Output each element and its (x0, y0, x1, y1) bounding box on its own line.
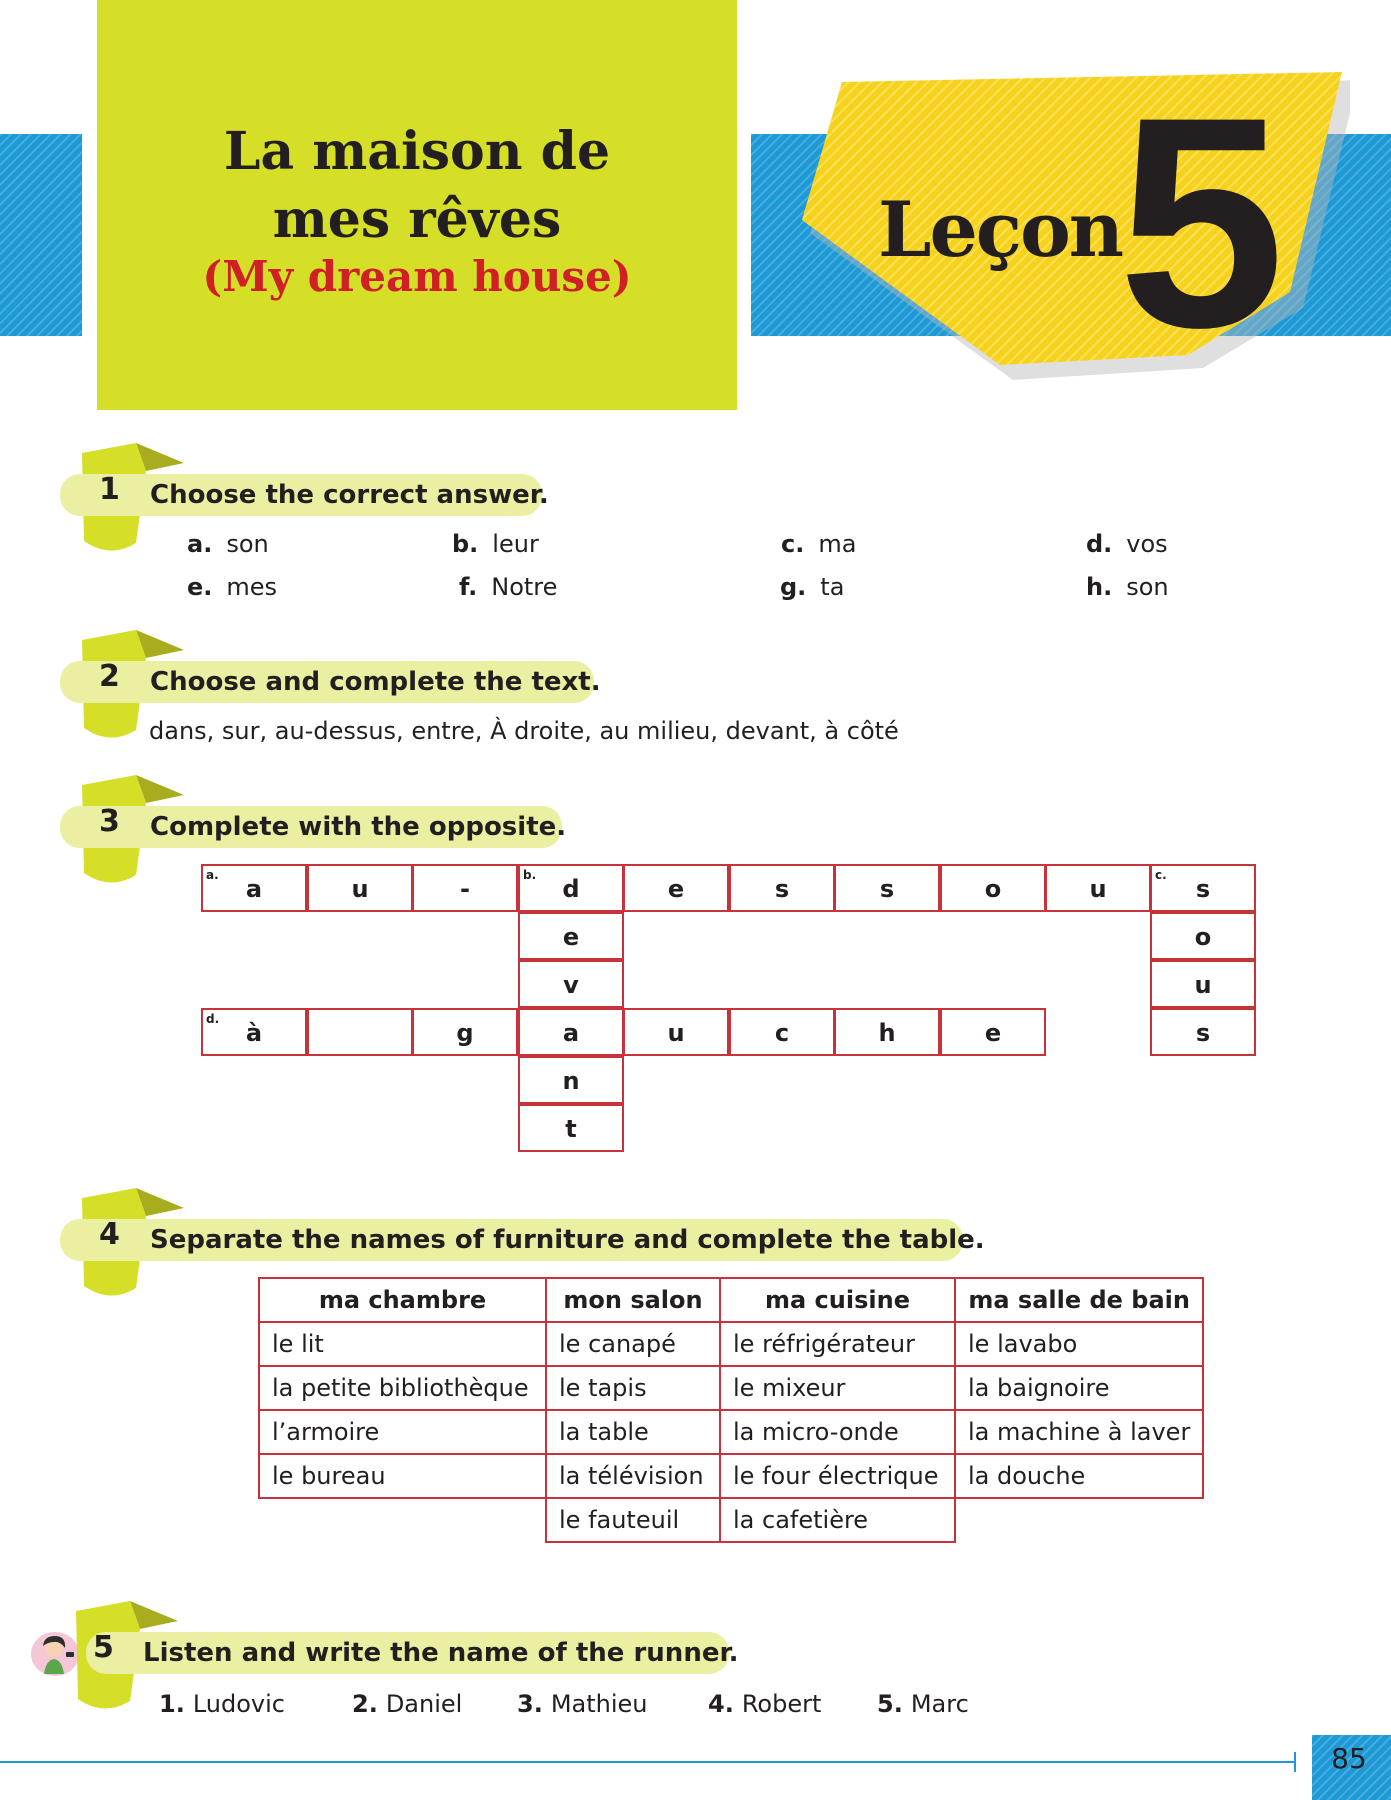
column-header-kitchen: ma cuisine (720, 1278, 955, 1322)
crossword-cell: h (834, 1008, 940, 1056)
table-row (259, 1498, 1203, 1542)
lesson-title-english: (My dream house) (202, 252, 632, 301)
answer-a: a. son (187, 530, 269, 558)
exercise-5-number: 5 (93, 1630, 114, 1665)
page-number: 85 (1331, 1742, 1367, 1775)
exercise-4-number: 4 (99, 1217, 120, 1252)
column-header-bathroom: ma salle de bain (955, 1278, 1203, 1322)
crossword-cell: u (1150, 960, 1256, 1008)
crossword-cell: a (201, 864, 307, 912)
crossword-cell: n (518, 1056, 624, 1104)
crossword-cell: v (518, 960, 624, 1008)
crossword-cell: d (518, 864, 624, 912)
table-cell: la micro-onde (720, 1410, 955, 1454)
table-cell: le mixeur (720, 1366, 955, 1410)
table-row (259, 1322, 1203, 1366)
table-cell: la douche (955, 1454, 1203, 1498)
crossword-cell: s (1150, 1008, 1256, 1056)
table-cell: le lit (259, 1322, 546, 1366)
lesson-title-line2: mes rêves (272, 189, 562, 250)
exercise-1-title: Choose the correct answer. (150, 480, 549, 510)
column-header-living-room: mon salon (546, 1278, 720, 1322)
table-row (259, 1366, 1203, 1410)
word-bank: dans, sur, au-dessus, entre, À droite, au milieu, devant, à côté (149, 717, 899, 745)
table-cell: le canapé (546, 1322, 720, 1366)
table-row (259, 1454, 1203, 1498)
crossword-cell: t (518, 1104, 624, 1152)
crossword-cell: a (518, 1008, 624, 1056)
lesson-title-box (97, 0, 737, 410)
crossword-cell: o (1150, 912, 1256, 960)
runner-5: 5. Marc (877, 1690, 969, 1718)
table-row (259, 1410, 1203, 1454)
footer-rule (0, 1761, 1296, 1763)
table-cell: le lavabo (955, 1322, 1203, 1366)
runner-3: 3. Mathieu (517, 1690, 648, 1718)
answer-e: e. mes (187, 573, 278, 601)
table-cell-empty (955, 1498, 1203, 1542)
table-cell-empty (259, 1498, 546, 1542)
exercise-2-title: Choose and complete the text. (150, 667, 601, 697)
runner-4: 4. Robert (708, 1690, 822, 1718)
crossword-label-b: b. (523, 868, 537, 882)
table-cell: la petite bibliothèque (259, 1366, 546, 1410)
answer-c: c. ma (781, 530, 857, 558)
lesson-number: 5 (1118, 54, 1285, 390)
crossword-cell: g (412, 1008, 518, 1056)
answer-b: b. leur (452, 530, 539, 558)
crossword-cell: c (729, 1008, 835, 1056)
runner-1: 1. Ludovic (159, 1690, 285, 1718)
listening-character-icon (30, 1630, 80, 1678)
table-cell: la cafetière (720, 1498, 955, 1542)
table-cell: la machine à laver (955, 1410, 1203, 1454)
exercise-1-number: 1 (99, 472, 120, 507)
exercise-5-title: Listen and write the name of the runner. (143, 1638, 739, 1668)
crossword-cell: e (518, 912, 624, 960)
exercise-3-title: Complete with the opposite. (150, 812, 567, 842)
crossword-cell: u (623, 1008, 729, 1056)
table-header-row (259, 1278, 1203, 1322)
table-cell: la baignoire (955, 1366, 1203, 1410)
crossword-cell: u (1045, 864, 1151, 912)
crossword-cell: - (412, 864, 518, 912)
exercise-4-title: Separate the names of furniture and complete the table. (150, 1225, 985, 1255)
crossword-cell (307, 1008, 413, 1056)
crossword-cell: s (834, 864, 940, 912)
crossword-label-a: a. (206, 868, 219, 882)
lesson-word: Leçon (878, 185, 1123, 274)
table-cell: le four électrique (720, 1454, 955, 1498)
exercise-3-number: 3 (99, 804, 120, 839)
runner-2: 2. Daniel (352, 1690, 463, 1718)
decorative-stripe-left (0, 134, 82, 336)
crossword-cell: u (307, 864, 413, 912)
crossword-cell: s (729, 864, 835, 912)
crossword-label-c: c. (1155, 868, 1167, 882)
crossword-cell: o (940, 864, 1046, 912)
answer-h: h. son (1086, 573, 1169, 601)
table-cell: la table (546, 1410, 720, 1454)
crossword-cell: e (623, 864, 729, 912)
exercise-2-number: 2 (99, 659, 120, 694)
crossword-cell: s (1150, 864, 1256, 912)
table-cell: l’armoire (259, 1410, 546, 1454)
furniture-table (258, 1277, 1204, 1543)
table-cell: le fauteuil (546, 1498, 720, 1542)
table-cell: le tapis (546, 1366, 720, 1410)
table-cell: le réfrigérateur (720, 1322, 955, 1366)
crossword-cell: à (201, 1008, 307, 1056)
answer-g: g. ta (780, 573, 845, 601)
crossword-label-d: d. (206, 1012, 220, 1026)
answer-d: d. vos (1086, 530, 1168, 558)
footer-rule-end (1294, 1752, 1296, 1772)
column-header-bedroom: ma chambre (259, 1278, 546, 1322)
crossword-cell: e (940, 1008, 1046, 1056)
table-cell: le bureau (259, 1454, 546, 1498)
table-cell: la télévision (546, 1454, 720, 1498)
lesson-title-line1: La maison de (223, 121, 611, 182)
answer-f: f. Notre (459, 573, 558, 601)
